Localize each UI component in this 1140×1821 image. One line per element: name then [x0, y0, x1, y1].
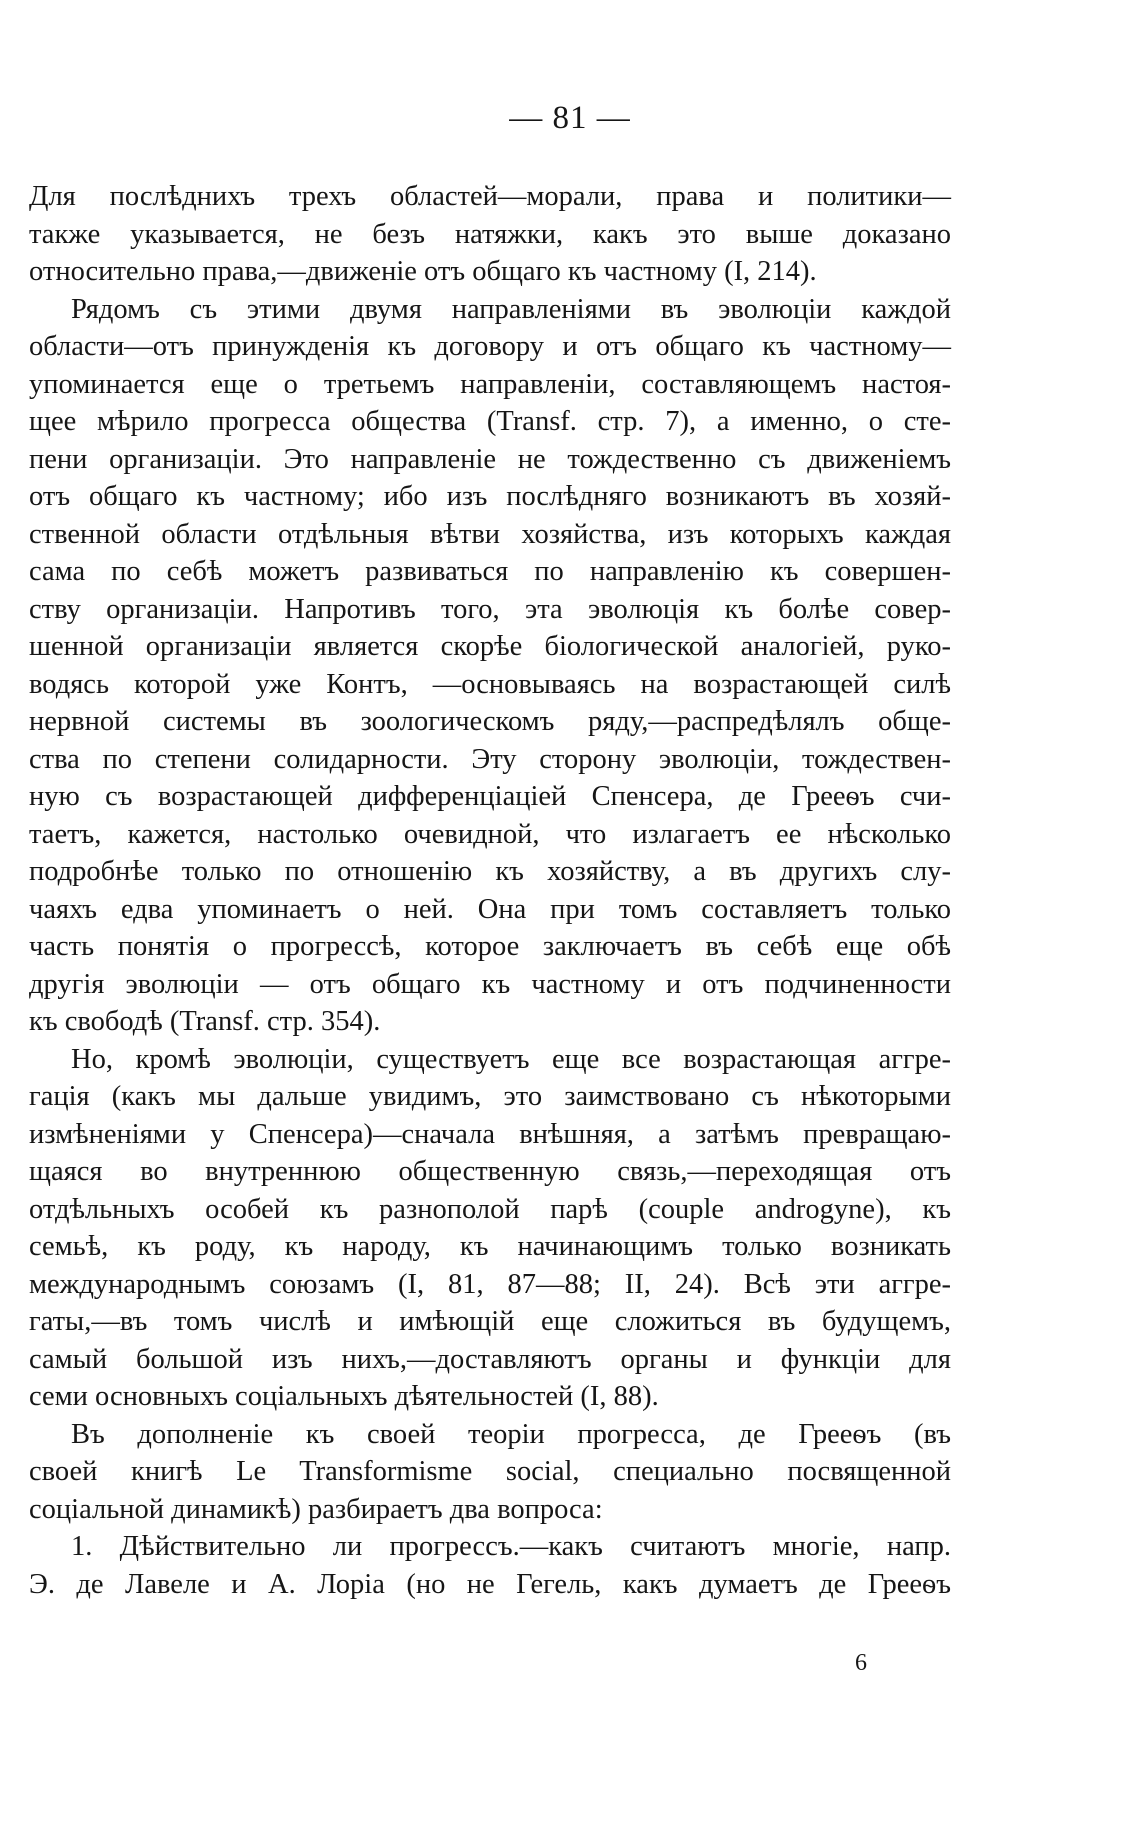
- text-line: водясь которой уже Контъ, —основываясь на возрастающей силѣ: [29, 668, 951, 700]
- text-line: 1. Дѣйствительно ли прогрессъ.—какъ считаютъ многiе, напр.: [71, 1531, 951, 1562]
- text-line: семи основныхъ соцiальныхъ дѣятельностей (I, 88).: [29, 1381, 659, 1412]
- text-line: Э. де Лавеле и А. Лорiа (но не Гегель, какъ думаетъ де Грееѳъ: [29, 1568, 951, 1600]
- text-line: измѣненiями у Спенсера)—сначала внѣшняя, а затѣмъ превращаю-: [29, 1118, 951, 1150]
- text-line: также указывается, не безъ натяжки, какъ это выше доказано: [29, 218, 951, 250]
- text-line: сама по себѣ можетъ развиваться по направленiю къ совершен-: [29, 556, 951, 587]
- text-line: семьѣ, къ роду, къ народу, къ начинающимъ только возникать: [29, 1231, 951, 1262]
- text-line: области—отъ принужденiя къ договору и отъ общаго къ частному—: [29, 331, 951, 362]
- text-line: гацiя (какъ мы дальше увидимъ, это заимствовано съ нѣкоторыми: [29, 1081, 951, 1112]
- text-line: таетъ, кажется, настолько очевидной, что излагаетъ ее нѣсколько: [29, 818, 951, 850]
- text-line: соцiальной динамикѣ) разбираетъ два вопроса:: [29, 1493, 603, 1525]
- text-line: гаты,—въ томъ числѣ и имѣющiй еще сложиться въ будущемъ,: [29, 1306, 951, 1337]
- text-line: ства по степени солидарности. Эту сторону эволюцiи, тождествен-: [29, 743, 951, 775]
- signature-mark: 6: [855, 1650, 867, 1676]
- text-line: подробнѣе только по отношенiю къ хозяйству, а въ другихъ слу-: [29, 856, 951, 887]
- text-line: ству организацiи. Напротивъ того, эта эволюцiя къ болѣе совер-: [29, 593, 951, 625]
- text-line: нервной системы въ зоологическомъ ряду,—распредѣлялъ обще-: [29, 706, 951, 737]
- text-line: международнымъ союзамъ (I, 81, 87—88; II, 24). Всѣ эти аггре-: [29, 1268, 951, 1300]
- text-line: Рядомъ съ этими двумя направленiями въ эволюцiи каждой: [71, 293, 951, 325]
- text-line: щее мѣрило прогресса общества (Transf. стр. 7), а именно, о сте-: [29, 406, 951, 437]
- text-line: упоминается еще о третьемъ направленiи, составляющемъ настоя-: [29, 368, 951, 400]
- text-line: Но, кромѣ эволюцiи, существуетъ еще все возрастающая аггре-: [71, 1043, 951, 1075]
- text-line: чаяхъ едва упоминаетъ о ней. Она при томъ составляетъ только: [29, 893, 951, 925]
- text-line: Въ дополненiе къ своей теорiи прогресса, де Грееѳъ (въ: [71, 1418, 951, 1450]
- text-line: ственной области отдѣльныя вѣтви хозяйства, изъ которыхъ каждая: [29, 518, 951, 550]
- text-line: Для послѣднихъ трехъ областей—морали, права и политики—: [29, 181, 951, 212]
- text-line: самый большой изъ нихъ,—доставляютъ органы и функцiи для: [29, 1343, 951, 1375]
- text-line: часть понятiя о прогрессѣ, которое заключаетъ въ себѣ еще обѣ: [29, 931, 951, 962]
- text-line: шенной организацiи является скорѣе бiологической аналогiей, руко-: [29, 631, 951, 662]
- text-line: отъ общаго къ частному; ибо изъ послѣдняго возникаютъ въ хозяй-: [29, 481, 951, 512]
- text-line: относительно права,—движенiе отъ общаго къ частному (I, 214).: [29, 256, 817, 287]
- text-line: пени организацiи. Это направленiе не тождественно съ движенiемъ: [29, 443, 951, 475]
- text-line: другiя эволюцiи — отъ общаго къ частному и отъ подчиненности: [29, 968, 951, 1000]
- text-line: къ свободѣ (Transf. стр. 354).: [29, 1006, 381, 1037]
- text-line: щаяся во внутреннюю общественную связь,—переходящая отъ: [29, 1156, 951, 1187]
- page-number-header: — 81 —: [509, 100, 631, 136]
- text-line: своей книгѣ Le Transformisme social, специально посвященной: [29, 1456, 951, 1487]
- body-text: [29, 178, 951, 1603]
- text-line: отдѣльныхъ особей къ разнополой парѣ (couple androgyne), къ: [29, 1193, 951, 1225]
- text-line: ную съ возрастающей дифференцiацiей Спенсера, де Грееѳъ счи-: [29, 781, 951, 812]
